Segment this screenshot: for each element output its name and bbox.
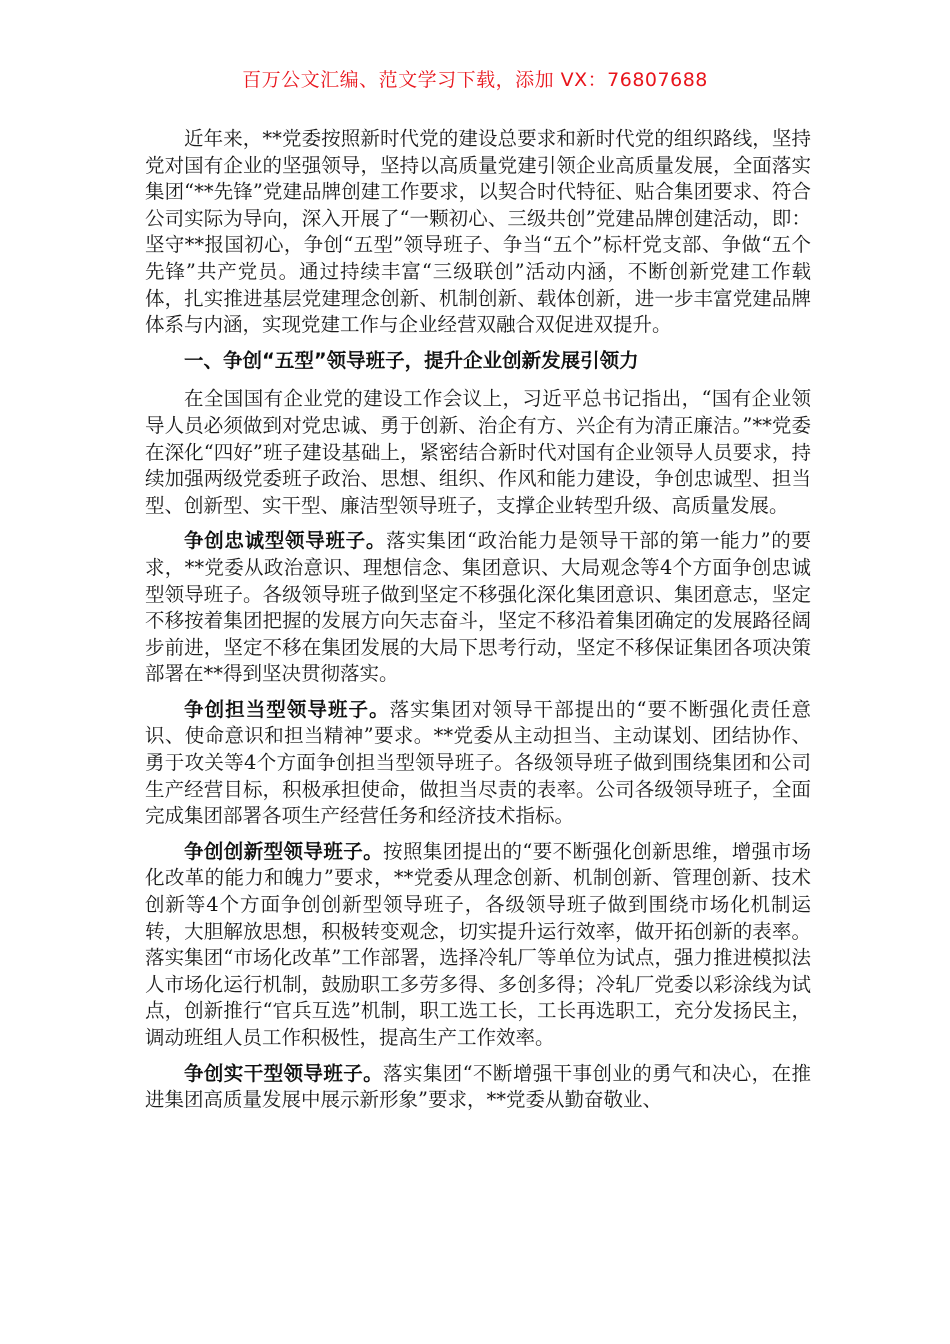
header-banner: 百万公文汇编、范文学习下载，添加 VX：76807688 (242, 69, 708, 91)
paragraph-text: 落实集团“不断增强干事创业的勇气和决心，在推进集团高质量发展中展示新形象”要求，**党委从勤奋敬业、 (145, 1061, 811, 1112)
paragraph-text: 按照集团提出的“要不断强化创新思维，增强市场化改革的能力和魄力”要求，**党委从理念创新、机制创新、管理创新、技术创新等4个方面争创创新型领导班子，各级领导班子做到围绕市场化机制运转，大胆解放思想，积极转变观念，切实提升运行效率，做开拓创新的表率。落实集团“市场化改革”工作部署，选择冷轧厂等单位为试点，强力推进模拟法人市场化运行机制，鼓励职工多劳多得、多创多得；冷轧厂党委以彩涂线为试点，创新推行“官兵互选”机制，职工选工长，工长再选职工，充分发扬民主，调动班组人员工作积极性，提高生产工作效率。 (145, 839, 811, 1049)
paragraph-lead: 争创实干型领导班子。 (184, 1061, 384, 1085)
document-body (145, 126, 811, 1123)
innovative-leadership-paragraph (145, 839, 811, 1052)
paragraph-text: 落实集团“政治能力是领导干部的第一能力”的要求，**党委从政治意识、理想信念、集团意识、大局观念等4个方面争创忠诚型领导班子。各级领导班子做到坚定不移强化深化集团意识、集团意志，坚定不移按着集团把握的发展方向矢志奋斗，坚定不移沿着集团确定的发展路径阔步前进，坚定不移在集团发展的大局下思考行动，坚定不移保证集团各项决策部署在**得到坚决贯彻落实。 (145, 529, 811, 686)
paragraph-lead: 争创忠诚型领导班子。 (184, 529, 387, 553)
loyal-leadership-paragraph (145, 528, 811, 688)
paragraph-lead: 争创担当型领导班子。 (184, 697, 390, 721)
responsible-leadership-paragraph (145, 697, 811, 830)
intro-paragraph: 近年来，**党委按照新时代党的建设总要求和新时代党的组织路线，坚持党对国有企业的坚强领导，坚持以高质量党建引领企业高质量发展，全面落实集团“**先锋”党建品牌创建工作要求，以契合时代特征、贴合集团要求、符合公司实际为导向，深入开展了“一颗初心、三级共创”党建品牌创建活动，即：坚守**报国初心，争创“五型”领导班子、争当“五个”标杆党支部、争做“五个先锋”共产党员。通过持续丰富“三级联创”活动内涵，不断创新党建工作载体，扎实推进基层党建理念创新、机制创新、载体创新，进一步丰富党建品牌体系与内涵，实现党建工作与企业经营双融合双促进双提升。 (145, 127, 811, 337)
paragraph-lead: 争创创新型领导班子。 (184, 839, 384, 863)
section-intro-paragraph: 在全国国有企业党的建设工作会议上，习近平总书记指出，“国有企业领导人员必须做到对党忠诚、勇于创新、治企有方、兴企有为清正廉洁。”**党委在深化“四好”班子建设基础上，紧密结合新时代对国有企业领导人员要求，持续加强两级党委班子政治、思想、组织、作风和能力建设，争创忠诚型、担当型、创新型、实干型、廉洁型领导班子，支撑企业转型升级、高质量发展。 (145, 387, 811, 517)
practical-leadership-paragraph (145, 1061, 811, 1114)
paragraph-text: 落实集团对领导干部提出的“要不断强化责任意识、使命意识和担当精神”要求。**党委从主动担当、主动谋划、团结协作、勇于攻关等4个方面争创担当型领导班子。各级领导班子做到围绕集团和公司生产经营目标，积极承担使命，做担当尽责的表率。公司各级领导班子，全面完成集团部署各项生产经营任务和经济技术指标。 (145, 697, 811, 828)
section-heading: 一、争创“五型”领导班子，提升企业创新发展引领力 (184, 348, 639, 372)
